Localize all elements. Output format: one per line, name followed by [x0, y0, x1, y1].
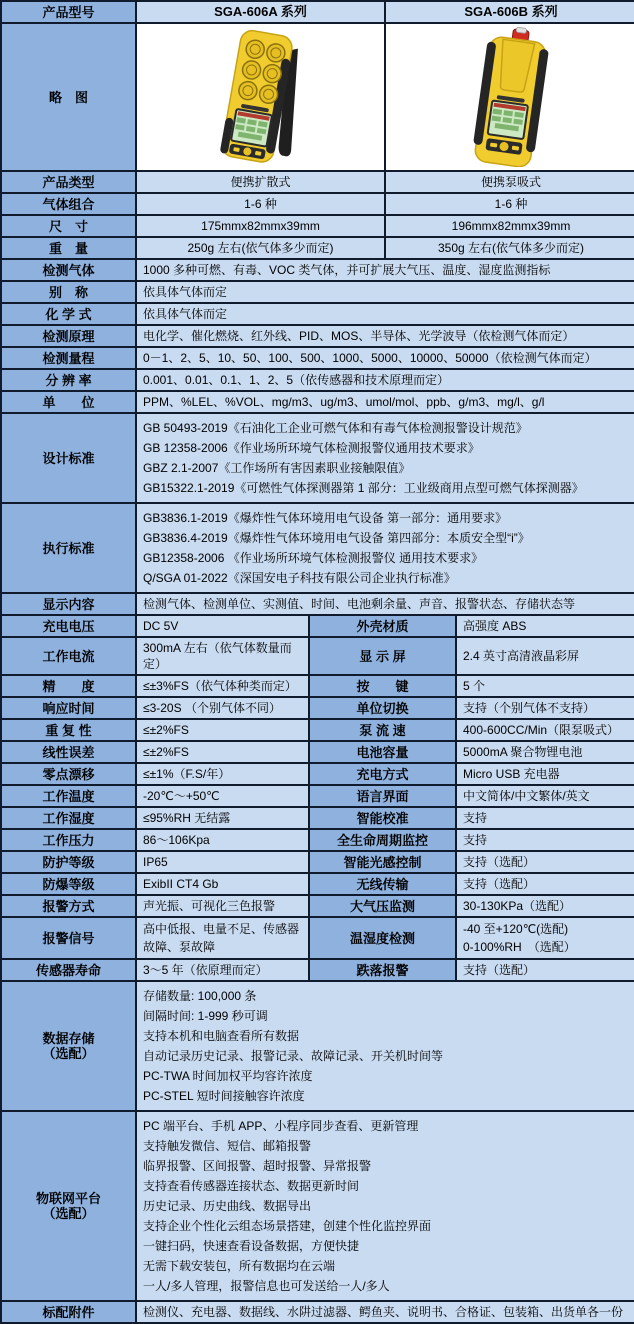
spec-value: 依具体气体而定 — [135, 304, 634, 324]
spec-label: 别 称 — [2, 282, 135, 302]
table-row-chem-formula — [2, 302, 632, 324]
table-row-4col — [2, 674, 632, 696]
standard-line: Q/SGA 01-2022《深国安电子科技有限公司企业执行标准》 — [143, 571, 456, 585]
sketch-row — [2, 22, 632, 170]
spec-label: 全生命周期监控 — [308, 830, 455, 850]
spec-value: PPM、%LEL、%VOL、mg/m3、ug/m3、umol/mol、ppb、g/m3、mg/l、g/l — [135, 392, 634, 412]
spec-label: 精 度 — [2, 676, 135, 696]
spec-label: 防护等级 — [2, 852, 135, 872]
spec-label: 传感器寿命 — [2, 960, 135, 980]
table-row-4col — [2, 696, 632, 718]
table-row-units — [2, 390, 632, 412]
spec-label: 化 学 式 — [2, 304, 135, 324]
spec-value — [455, 918, 634, 958]
feature-line: 自动记录历史记录、报警记录、故障记录、开关机时间等 — [143, 1049, 444, 1063]
table-row-4col — [2, 762, 632, 784]
spec-value: Micro USB 充电器 — [455, 764, 634, 784]
spec-label: 响应时间 — [2, 698, 135, 718]
spec-value: ≤95%RH 无结露 — [135, 808, 308, 828]
header-model-label: 产品型号 — [2, 2, 135, 22]
design-standard-list — [135, 414, 634, 502]
spec-label: 分 辨 率 — [2, 370, 135, 390]
spec-value: 检测气体、检测单位、实测值、时间、电池剩余量、声音、报警状态、存储状态等 — [135, 594, 634, 614]
feature-line: 间隔时间: 1-999 秒可调 — [143, 1009, 268, 1023]
table-row-display-content — [2, 592, 632, 614]
table-row-size — [2, 214, 632, 236]
feature-line: 一人/多人管理，报警信息也可发送给一人/多人 — [143, 1279, 390, 1293]
spec-value-a: 便携扩散式 — [135, 172, 384, 192]
feature-line: 历史记录、历史曲线、数据导出 — [143, 1199, 312, 1213]
feature-line: 无需下载安装包，所有数据均在云端 — [143, 1259, 336, 1273]
spec-label: 无线传输 — [308, 874, 455, 894]
spec-label: 报警信号 — [2, 918, 135, 958]
feature-line: PC-STEL 短时间接触容许浓度 — [143, 1089, 305, 1103]
table-row-4col — [2, 894, 632, 916]
feature-line: PC 端平台、手机 APP、小程序同步查看、更新管理 — [143, 1119, 419, 1133]
spec-value: 支持（选配） — [455, 874, 634, 894]
standard-line: GB12358-2006 《作业场所环境气体检测报警仪 通用技术要求》 — [143, 551, 484, 565]
spec-value: 高中低报、电量不足、传感器故障、泵故障 — [135, 918, 308, 958]
spec-label: 尺 寸 — [2, 216, 135, 236]
table-row-data-storage — [2, 980, 632, 1110]
spec-label: 跌落报警 — [308, 960, 455, 980]
header-series-a: SGA-606A 系列 — [135, 2, 384, 22]
spec-label: 按 键 — [308, 676, 455, 696]
spec-label: 智能校准 — [308, 808, 455, 828]
feature-line: 存储数量: 100,000 条 — [143, 989, 257, 1003]
spec-value-b: 196mmx82mmx39mm — [384, 216, 634, 236]
table-row-range — [2, 346, 632, 368]
table-row-accessories — [2, 1300, 632, 1322]
spec-label: 语言界面 — [308, 786, 455, 806]
spec-value: 支持（选配） — [455, 852, 634, 872]
spec-value: 30-130KPa（选配） — [455, 896, 634, 916]
spec-label: 温湿度检测 — [308, 918, 455, 958]
spec-value: 86～106Kpa — [135, 830, 308, 850]
standard-line: GB3836.1-2019《爆炸性气体环境用电气设备 第一部分：通用要求》 — [143, 511, 508, 525]
spec-value: 0－1、2、5、10、50、100、500、1000、5000、10000、50000（依检测气体而定） — [135, 348, 634, 368]
spec-label: 重 量 — [2, 238, 135, 258]
spec-label: 工作湿度 — [2, 808, 135, 828]
spec-value-a: 1-6 种 — [135, 194, 384, 214]
spec-value: 电化学、催化燃烧、红外线、PID、MOS、半导体、光学波导（依检测气体而定） — [135, 326, 634, 346]
spec-value: ≤±3%FS（依气体种类而定） — [135, 676, 308, 696]
spec-label: 报警方式 — [2, 896, 135, 916]
spec-value: 检测仪、充电器、数据线、水阱过滤器、鳄鱼夹、说明书、合格证、包装箱、出货单各一份 — [135, 1302, 634, 1322]
table-row-4col — [2, 828, 632, 850]
spec-label — [2, 982, 135, 1110]
spec-value: 5000mA 聚合物锂电池 — [455, 742, 634, 762]
spec-label: 智能光感控制 — [308, 852, 455, 872]
table-row-resolution — [2, 368, 632, 390]
spec-label: 检测量程 — [2, 348, 135, 368]
feature-line: 一键扫码，快速查看设备数据，方便快捷 — [143, 1239, 360, 1253]
standard-line: GBZ 2.1-2007《工作场所有害因素职业接触限值》 — [143, 461, 411, 475]
spec-label: 气体组合 — [2, 194, 135, 214]
spec-label: 泵 流 速 — [308, 720, 455, 740]
sga-606a-illustration — [197, 27, 325, 167]
feature-line: 支持触发微信、短信、邮箱报警 — [143, 1139, 312, 1153]
spec-value: 5 个 — [455, 676, 634, 696]
exec-standard-list — [135, 504, 634, 592]
spec-value: 支持 — [455, 830, 634, 850]
table-row-4col — [2, 806, 632, 828]
table-row-4col — [2, 740, 632, 762]
standard-line: GB 12358-2006《作业场所环境气体检测报警仪通用技术要求》 — [143, 441, 480, 455]
data-storage-list — [135, 982, 634, 1110]
table-row-alarm-signal — [2, 916, 632, 958]
spec-value-a: 250g 左右(依气体多少而定) — [135, 238, 384, 258]
spec-value: 300mA 左右（依气体数量而定） — [135, 638, 308, 674]
spec-label: 充电方式 — [308, 764, 455, 784]
spec-label: 检测原理 — [2, 326, 135, 346]
data-storage-label-line1: 数据存储 — [42, 1031, 95, 1046]
spec-label: 工作电流 — [2, 638, 135, 674]
spec-value: ExibII CT4 Gb — [135, 874, 308, 894]
table-row-4col — [2, 784, 632, 806]
spec-value: 声光振、可视化三色报警 — [135, 896, 308, 916]
feature-line: PC-TWA 时间加权平均容许浓度 — [143, 1069, 313, 1083]
spec-value: 2.4 英寸高清液晶彩屏 — [455, 638, 634, 674]
spec-label: 单 位 — [2, 392, 135, 412]
spec-value: ≤±1%（F.S/年） — [135, 764, 308, 784]
spec-value: 高强度 ABS — [455, 616, 634, 636]
table-row-principle — [2, 324, 632, 346]
spec-value: ≤±2%FS — [135, 720, 308, 740]
standard-line: GB3836.4-2019《爆炸性气体环境用电气设备 第四部分：本质安全型“i”》 — [143, 531, 530, 545]
spec-value-b: 便携泵吸式 — [384, 172, 634, 192]
feature-line: 支持查看传感器连接状态、数据更新时间 — [143, 1179, 360, 1193]
table-row-4col — [2, 636, 632, 674]
spec-value: 1000 多种可燃、有毒、VOC 类气体，并可扩展大气压、温度、湿度监测指标 — [135, 260, 634, 280]
spec-label: 大气压监测 — [308, 896, 455, 916]
iot-label-line2: （选配） — [42, 1206, 95, 1221]
spec-value: ≤3-20S （个别气体不同） — [135, 698, 308, 718]
spec-value: 支持 — [455, 808, 634, 828]
table-row-design-standard — [2, 412, 632, 502]
product-image-sga-606b — [384, 24, 634, 170]
table-row-4col — [2, 850, 632, 872]
table-row-sensor-life — [2, 958, 632, 980]
spec-label: 防爆等级 — [2, 874, 135, 894]
spec-label: 线性误差 — [2, 742, 135, 762]
spec-label: 设计标准 — [2, 414, 135, 502]
spec-label: 产品类型 — [2, 172, 135, 192]
spec-label: 显 示 屏 — [308, 638, 455, 674]
spec-value: 400-600CC/Min（限泵吸式） — [455, 720, 634, 740]
feature-line: 支持企业个性化云组态场景搭建，创建个性化监控界面 — [143, 1219, 432, 1233]
standard-line: GB15322.1-2019《可燃性气体探测器第 1 部分：工业级商用点型可燃气体探测器》 — [143, 481, 584, 495]
header-row — [2, 2, 632, 22]
sketch-label: 略 图 — [2, 24, 135, 170]
table-row-detect-gas — [2, 258, 632, 280]
table-row-exec-standard — [2, 502, 632, 592]
spec-value: 0.001、0.01、0.1、1、2、5（依传感器和技术原理而定） — [135, 370, 634, 390]
humidity-range-line: 0-100%RH （选配） — [463, 940, 576, 954]
spec-value: ≤±2%FS — [135, 742, 308, 762]
spec-value: 3～5 年（依原理而定） — [135, 960, 308, 980]
spec-label: 工作温度 — [2, 786, 135, 806]
spec-label: 标配附件 — [2, 1302, 135, 1322]
iot-label-line1: 物联网平台 — [35, 1191, 101, 1206]
spec-value-a: 175mmx82mmx39mm — [135, 216, 384, 236]
spec-value: 中文简体/中文繁体/英文 — [455, 786, 634, 806]
product-image-sga-606a — [135, 24, 384, 170]
standard-line: GB 50493-2019《石油化工企业可燃气体和有毒气体检测报警设计规范》 — [143, 421, 528, 435]
spec-value: -20℃～+50℃ — [135, 786, 308, 806]
header-series-b: SGA-606B 系列 — [384, 2, 634, 22]
spec-value: 依具体气体而定 — [135, 282, 634, 302]
table-row-4col — [2, 872, 632, 894]
table-row-4col — [2, 614, 632, 636]
temp-range-line: -40 至+120℃(选配) — [463, 922, 569, 936]
table-row-4col — [2, 718, 632, 740]
data-storage-label-line2: （选配） — [42, 1046, 95, 1061]
spec-label: 充电电压 — [2, 616, 135, 636]
spec-value: IP65 — [135, 852, 308, 872]
spec-label: 检测气体 — [2, 260, 135, 280]
spec-label: 零点漂移 — [2, 764, 135, 784]
spec-label: 单位切换 — [308, 698, 455, 718]
table-row-gas-combo — [2, 192, 632, 214]
spec-label: 外壳材质 — [308, 616, 455, 636]
feature-line: 临界报警、区间报警、超时报警、异常报警 — [143, 1159, 372, 1173]
feature-line: 支持本机和电脑查看所有数据 — [143, 1029, 300, 1043]
spec-label: 显示内容 — [2, 594, 135, 614]
spec-value-b: 1-6 种 — [384, 194, 634, 214]
spec-label: 执行标准 — [2, 504, 135, 592]
sga-606b-illustration — [447, 27, 575, 167]
table-row-product-type — [2, 170, 632, 192]
spec-value: 支持（选配） — [455, 960, 634, 980]
spec-value-b: 350g 左右(依气体多少而定) — [384, 238, 634, 258]
spec-label: 重 复 性 — [2, 720, 135, 740]
spec-label: 工作压力 — [2, 830, 135, 850]
table-row-alias — [2, 280, 632, 302]
spec-value: 支持（个别气体不支持） — [455, 698, 634, 718]
table-row-weight — [2, 236, 632, 258]
spec-value: DC 5V — [135, 616, 308, 636]
spec-label: 电池容量 — [308, 742, 455, 762]
